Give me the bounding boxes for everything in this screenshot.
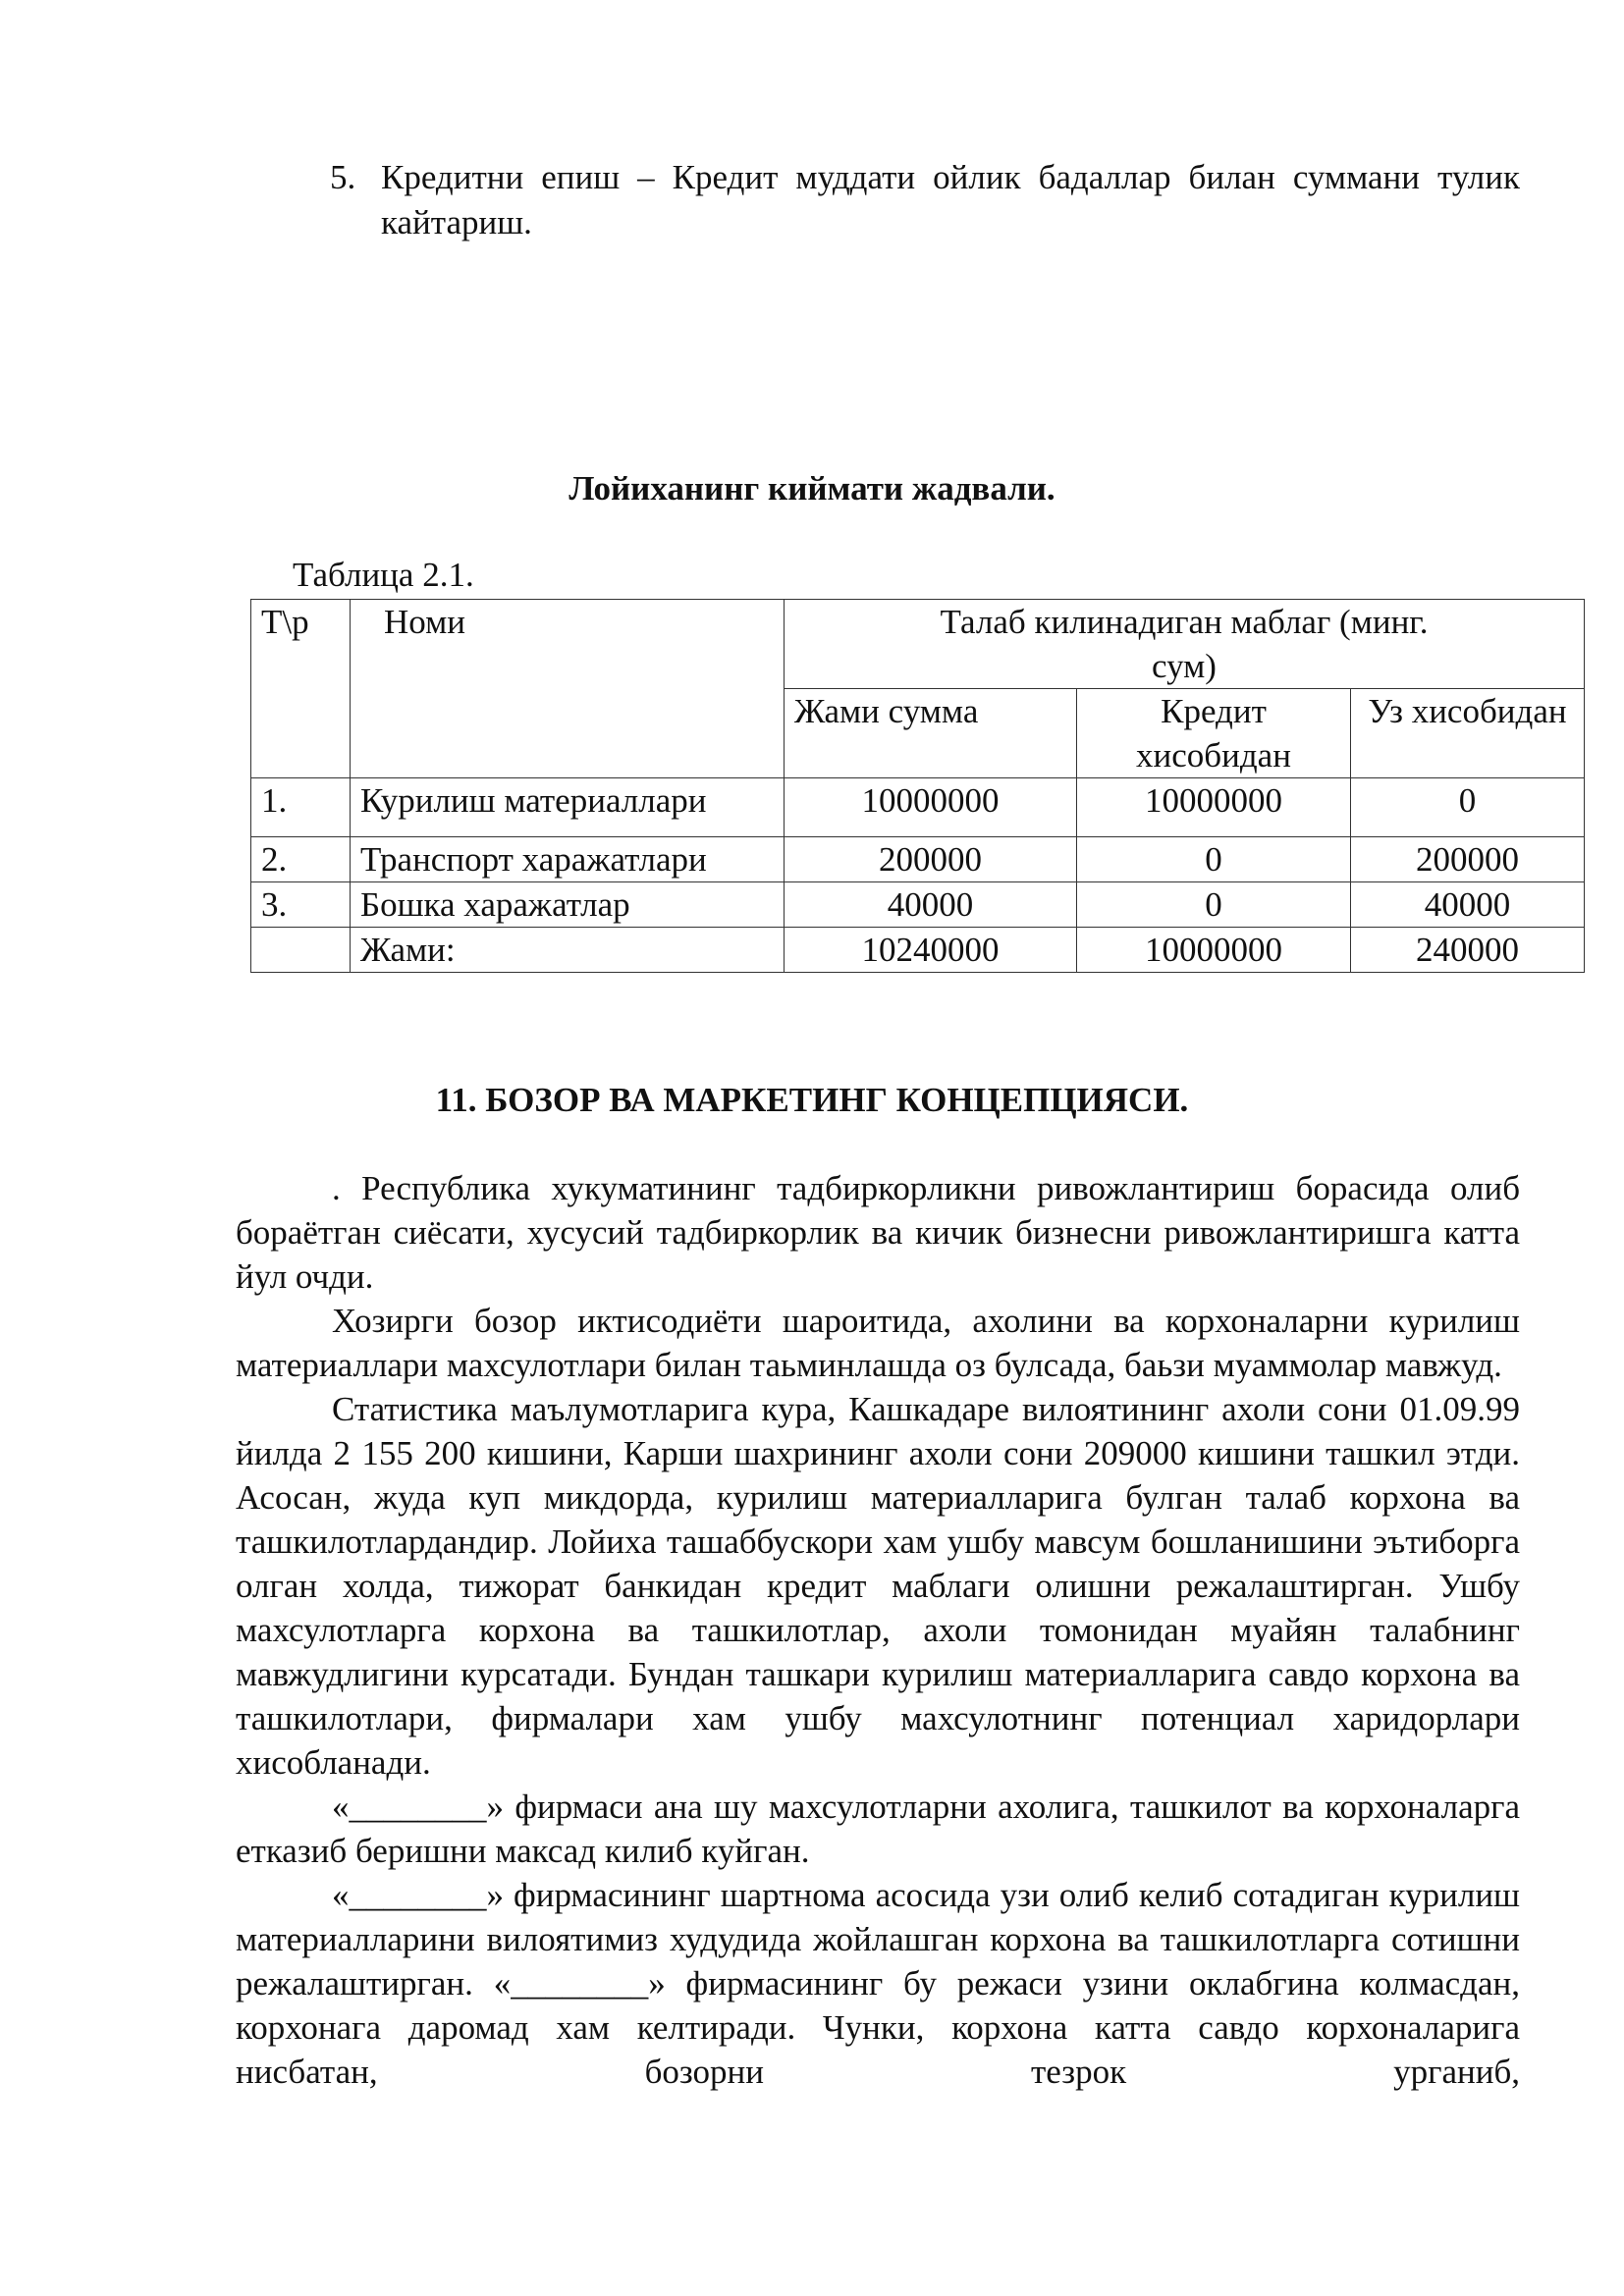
numbered-list-item [330, 155, 1520, 245]
row-index [251, 928, 351, 973]
row-own: 0 [1351, 778, 1585, 837]
table-row [251, 882, 1585, 928]
paragraph: «________» фирмаси ана шу махсулотларни ахолига, ташкилот ва корхоналарга етказиб беришни максад килиб куйган. [236, 1788, 1520, 1870]
paragraph: Хозирги бозор иктисодиёти шароитида, ахолини ва корхоналарни курилиш материаллари махсулотлари билан таьминлашда оз булсада, баьзи муаммолар мавжуд. [236, 1302, 1520, 1384]
list-item-text: Кредитни епиш – Кредит муддати ойлик бадаллар билан суммани тулик кайтариш. [381, 158, 1520, 241]
table-title: Лойиханинг киймати жадвали. [568, 469, 1056, 507]
paragraph: Статистика маълумотларига кура, Кашкадаре вилоятининг ахоли сони 01.09.99 йилда 2 155 200 кишини, Карши шахрининг ахоли сони 209000 кишини ташкил этди. Асосан, жуда куп микдорда, курилиш материалларига булган талаб корхона ва ташкилотлардандир. Лойиха ташаббускори хам ушбу мавсум бошланишини эътиборга олган холда, тижорат банкидан кредит маблаги олишни режалаштирган. Ушбу махсулотларга корхона ва ташкилотлар, ахоли томонидан муайян талабнинг мавжудлигини курсатади. Бундан ташкари курилиш материалларига савдо корхона ва ташкилотлари, фирмалари хам ушбу махсулотнинг потенциал харидорлари хисобланади. [236, 1390, 1520, 1782]
row-index: 3. [251, 882, 351, 928]
row-total: 10000000 [785, 778, 1077, 837]
row-name: Жами: [351, 928, 785, 973]
row-total: 40000 [785, 882, 1077, 928]
table-header-row [251, 600, 1585, 689]
row-own: 200000 [1351, 837, 1585, 882]
header-funds: Талаб килинадиган маблаг (минг. сум) [785, 600, 1585, 689]
row-total: 200000 [785, 837, 1077, 882]
paragraph: . Республика хукуматининг тадбиркорликни ривожлантириш борасида олиб бораётган сиёсати, хусусий тадбиркорлик ва кичик бизнесни ривожлантиришга катта йул очди. [236, 1169, 1520, 1296]
list-item-number: 5. [330, 158, 356, 196]
header-total: Жами сумма [785, 689, 1077, 778]
header-name: Номи [351, 600, 785, 778]
row-own: 240000 [1351, 928, 1585, 973]
header-credit: Кредит хисобидан [1077, 689, 1351, 778]
table-row [251, 778, 1585, 837]
row-name: Бошка харажатлар [351, 882, 785, 928]
row-total: 10240000 [785, 928, 1077, 973]
project-cost-table [250, 599, 1585, 973]
body-text [236, 1166, 1520, 2094]
row-index: 1. [251, 778, 351, 837]
row-own: 40000 [1351, 882, 1585, 928]
paragraph: «________» фирмасининг шартнома асосида узи олиб келиб сотадиган курилиш материалларини вилоятимиз худудида жойлашган корхона ва ташкилотларга сотишни режалаштирган. «________» фирмасининг бу режаси узини оклабгина колмасдан, корхонага даромад хам келтиради. Чунки, корхона катта савдо корхоналарига нисбатан, бозорни тезрок урганиб, [236, 1876, 1520, 2091]
row-credit: 10000000 [1077, 928, 1351, 973]
table-caption: Таблица 2.1. [293, 556, 474, 594]
row-credit: 10000000 [1077, 778, 1351, 837]
table-total-row [251, 928, 1585, 973]
row-credit: 0 [1077, 837, 1351, 882]
row-name: Курилиш материаллари [351, 778, 785, 837]
row-name: Транспорт харажатлари [351, 837, 785, 882]
header-index: Т\р [251, 600, 351, 778]
section-heading: 11. БОЗОР ВА МАРКЕТИНГ КОНЦЕПЦИЯСИ. [435, 1081, 1189, 1119]
row-credit: 0 [1077, 882, 1351, 928]
header-own: Уз хисобидан [1351, 689, 1585, 778]
table-row [251, 837, 1585, 882]
row-index: 2. [251, 837, 351, 882]
